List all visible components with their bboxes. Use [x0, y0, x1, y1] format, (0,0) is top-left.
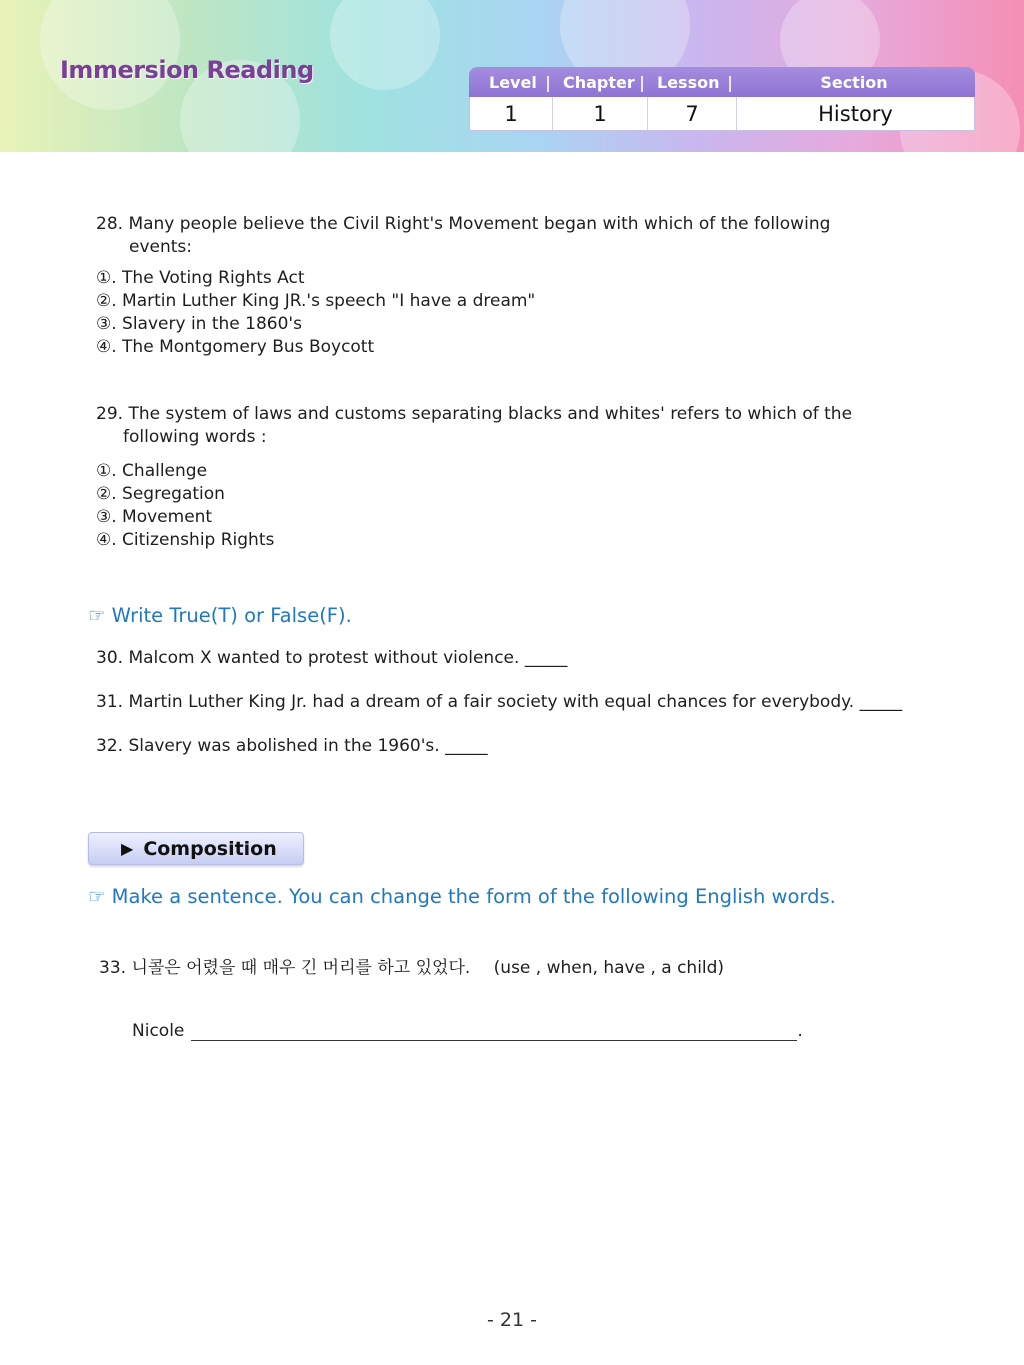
- question-28-text-cont: events:: [129, 237, 193, 257]
- lesson-info-values: [469, 97, 975, 131]
- column-separator: |: [545, 72, 551, 92]
- question-28: [96, 213, 830, 259]
- answer-blank[interactable]: [191, 1022, 797, 1041]
- question-33-text: 33. 니콜은 어렸을 때 매우 긴 머리를 하고 있었다.: [99, 958, 471, 978]
- column-separator: |: [639, 72, 645, 92]
- option-3: ③. Slavery in the 1860's: [96, 314, 302, 334]
- lesson-info-header: [469, 67, 975, 97]
- option-2: ②. Martin Luther King JR.'s speech "I have a dream": [96, 291, 536, 311]
- answer-suffix: .: [797, 1021, 803, 1041]
- question-29-text-cont: following words :: [123, 427, 267, 447]
- question-28-options: [96, 267, 535, 359]
- level-header: Level: [489, 72, 537, 92]
- section-value: History: [818, 101, 893, 126]
- brand-title: Immersion Reading: [60, 56, 314, 84]
- option-4: ④. Citizenship Rights: [96, 530, 275, 550]
- chapter-header: Chapter: [563, 72, 635, 92]
- question-33: [99, 953, 724, 978]
- question-29: [96, 403, 852, 449]
- lesson-header: Lesson: [657, 72, 720, 92]
- option-2: ②. Segregation: [96, 484, 225, 504]
- option-3: ③. Movement: [96, 507, 213, 527]
- level-value: 1: [470, 97, 553, 130]
- question-29-options: [96, 460, 274, 552]
- answer-line: [132, 1021, 803, 1041]
- composition-label: Composition: [143, 837, 277, 860]
- chapter-value: 1: [553, 97, 648, 130]
- option-4: ④. The Montgomery Bus Boycott: [96, 337, 375, 357]
- question-29-text: 29. The system of laws and customs separating blacks and whites' refers to which of the: [96, 404, 853, 424]
- question-28-text: 28. Many people believe the Civil Right's Movement began with which of the following: [96, 214, 831, 234]
- page-number: - 21 -: [487, 1309, 537, 1331]
- question-30: 30. Malcom X wanted to protest without violence. _____: [96, 648, 568, 668]
- lesson-value: 7: [648, 97, 737, 130]
- question-31: 31. Martin Luther King Jr. had a dream of a fair society with equal chances for everybody. _____: [96, 692, 903, 712]
- option-1: ①. Challenge: [96, 461, 208, 481]
- composition-instruction: ☞ Make a sentence. You can change the form of the following English words.: [88, 885, 836, 908]
- true-false-instruction: ☞ Write True(T) or False(F).: [88, 604, 352, 627]
- play-arrow-icon: ▶: [121, 839, 134, 858]
- composition-section-button: [88, 832, 304, 865]
- header-banner: [0, 0, 1024, 152]
- question-33-hint: (use , when, have , a child): [493, 958, 725, 978]
- section-header: Section: [820, 72, 888, 92]
- lesson-info-table: [469, 67, 975, 133]
- column-separator: |: [727, 72, 733, 92]
- option-1: ①. The Voting Rights Act: [96, 268, 305, 288]
- question-32: 32. Slavery was abolished in the 1960's. _____: [96, 736, 488, 756]
- answer-prefix: Nicole: [132, 1021, 185, 1041]
